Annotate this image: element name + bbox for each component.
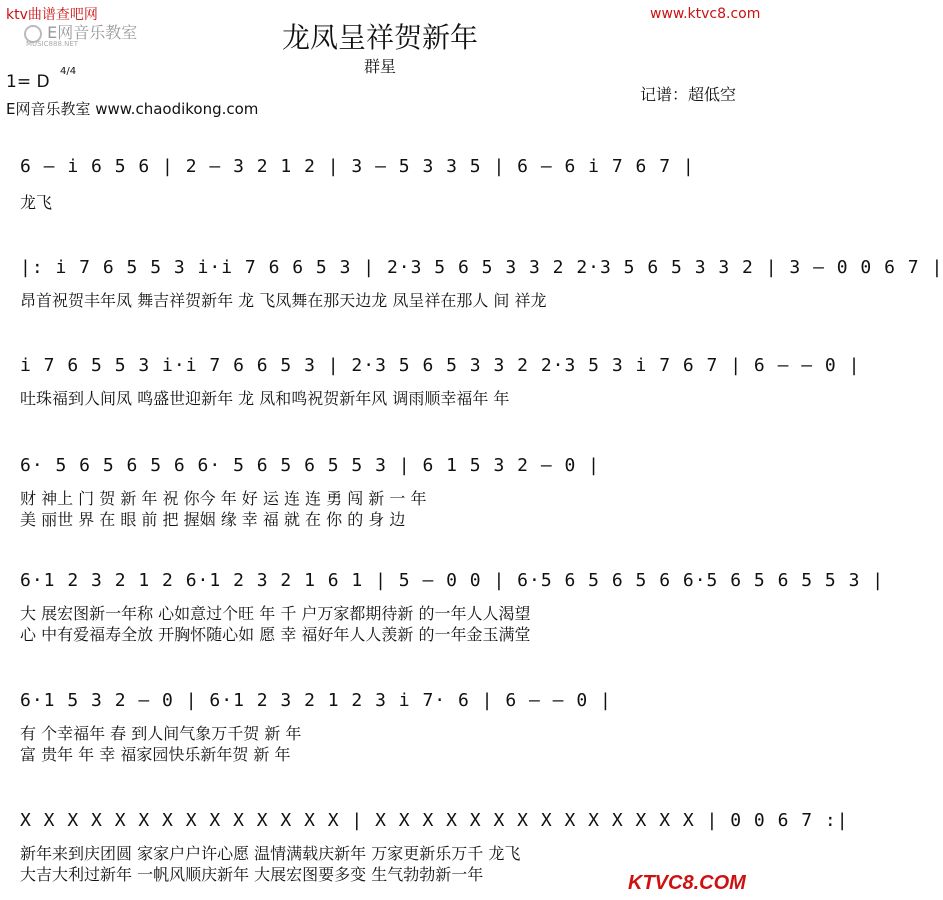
transcriber: 记谱：超低空	[640, 85, 737, 104]
notation-line: 6·1 2 3 2 1 2 6·1 2 3 2 1 6 1 | 5 – 0 0 | 6·5 6 5 6 5 6 6·5 6 5 6 5 5 3 |	[20, 570, 885, 591]
notation-line: |: i 7 6 5 5 3 i·i 7 6 6 5 3 | 2·3 5 6 5 3 3 2 2·3 5 6 5 3 3 2 | 3 – 0 0 6 7 |	[20, 257, 943, 278]
site-credit: E网音乐教室 www.chaodikong.com	[6, 100, 259, 118]
time-signature-text: 4/4	[60, 66, 77, 77]
notation-line: X X X X X X X X X X X X X X | X X X X X X X X X X X X X X | 0 0 6 7 :|	[20, 810, 849, 831]
watermark-left: ktv曲谱查吧网	[6, 7, 98, 23]
lyric-line-2: 美 丽世 界 在 眼 前 把 握姻 缘 幸 福 就 在 你 的 身 边	[20, 510, 406, 529]
lyric-line-1: 大 展宏图新一年称 心如意过个旺 年 千 户万家都期待新 的一年人人渴望	[20, 604, 531, 623]
artist: 群星	[363, 57, 396, 76]
lyric-line-1: 昂首祝贺丰年凤 舞吉祥贺新年 龙 飞凤舞在那天边龙 凤呈祥在那人 间 祥龙	[20, 291, 547, 310]
lyric-line-1: 龙飞	[20, 193, 53, 212]
lyric-line-1: 新年来到庆团圆 家家户户许心愿 温情满载庆新年 万家更新乐万千 龙飞	[20, 844, 521, 863]
notation-line: 6·1 5 3 2 – 0 | 6·1 2 3 2 1 2 3 i 7· 6 | 6 – – 0 |	[20, 690, 612, 711]
notation-line: 6 – i 6 5 6 | 2 – 3 2 1 2 | 3 – 5 3 3 5 | 6 – 6 i 7 6 7 |	[20, 156, 695, 177]
lyric-line-2: 心 中有爱福寿全放 开胸怀随心如 愿 幸 福好年人人羡新 的一年金玉满堂	[20, 625, 531, 644]
watermark-small: MUSIC888.NET	[26, 40, 79, 48]
song-title: 龙凤呈祥贺新年	[281, 21, 478, 54]
watermark-bottom-logo: KTVC8.COM	[628, 872, 746, 894]
watermark-right: www.ktvc8.com	[650, 6, 761, 22]
lyric-line-1: 财 神上 门 贺 新 年 祝 你今 年 好 运 连 连 勇 闯 新 一 年	[20, 489, 427, 508]
time-signature	[60, 66, 77, 78]
lyric-line-1: 吐珠福到人间凤 鸣盛世迎新年 龙 凤和鸣祝贺新年风 调雨顺幸福年 年	[20, 389, 510, 408]
notation-line: 6· 5 6 5 6 5 6 6· 5 6 5 6 5 5 3 | 6 1 5 3 2 – 0 |	[20, 455, 601, 476]
lyric-line-2: 大吉大利过新年 一帆风顺庆新年 大展宏图要多变 生气勃勃新一年	[20, 865, 484, 884]
key-signature: 1= D	[6, 72, 50, 92]
lyric-line-1: 有 个幸福年 春 到人间气象万千贺 新 年	[20, 724, 302, 743]
lyric-line-2: 富 贵年 年 幸 福家园快乐新年贺 新 年	[20, 745, 291, 764]
watermark-logo-text: E网音乐教室	[47, 23, 138, 42]
notation-line: i 7 6 5 5 3 i·i 7 6 6 5 3 | 2·3 5 6 5 3 3 2 2·3 5 3 i 7 6 7 | 6 – – 0 |	[20, 355, 861, 376]
